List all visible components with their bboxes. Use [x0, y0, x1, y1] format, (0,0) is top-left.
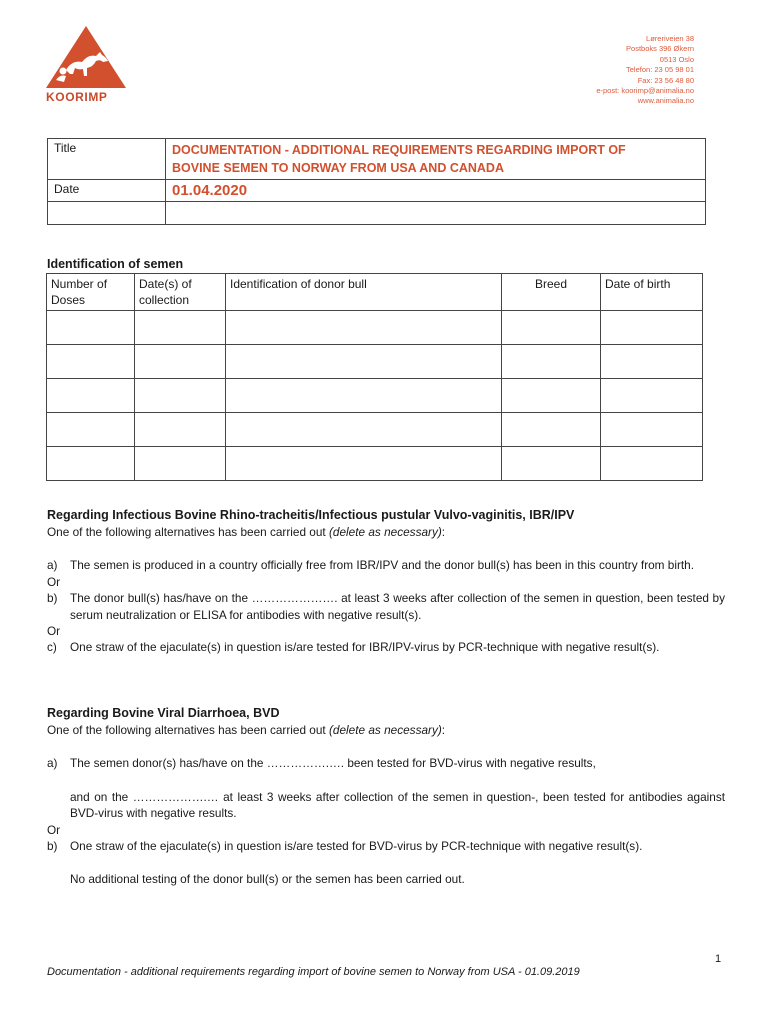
table-cell[interactable] — [226, 379, 502, 413]
empty-cell[interactable] — [48, 202, 166, 225]
table-cell[interactable] — [502, 311, 601, 345]
table-cell[interactable] — [135, 447, 226, 481]
table-cell[interactable] — [47, 311, 135, 345]
note-text: No additional testing of the donor bull(s) or the semen has been carried out. — [70, 872, 465, 887]
or-label: Or — [47, 574, 61, 589]
table-cell[interactable] — [135, 345, 226, 379]
document-title — [166, 139, 706, 180]
address-line: Postboks 396 Økern — [626, 44, 694, 54]
column-header — [135, 274, 226, 311]
empty-cell[interactable] — [166, 202, 706, 225]
table-cell[interactable] — [226, 311, 502, 345]
page-number: 1 — [715, 953, 722, 965]
intro-end: : — [441, 525, 446, 539]
table-cell[interactable] — [135, 311, 226, 345]
option-key: a) — [47, 558, 58, 573]
option-key: a) — [47, 756, 58, 771]
table-cell[interactable] — [47, 379, 135, 413]
address-line: Løreriveien 38 — [646, 34, 694, 43]
column-header: Breed — [502, 274, 601, 311]
address-line: Telefon: 23 05 98 01 — [626, 65, 694, 75]
bvd-section — [47, 722, 725, 888]
option-key: c) — [47, 640, 57, 655]
address-line: Fax: 23 56 48 80 — [637, 75, 694, 85]
table-cell[interactable] — [502, 413, 601, 447]
ibr-heading: Regarding Infectious Bovine Rhino-tracheitis/Infectious pustular Vulvo-vaginitis, IBR/IPV — [47, 508, 575, 522]
logo-text: KOORIMP — [46, 90, 108, 104]
address-line: e-post: koorimp@animalia.no — [596, 86, 694, 96]
header-text: Date(s) of — [139, 277, 192, 291]
footer-text: Documentation - additional requirements regarding import of bovine semen to Norway from USA - 01.09.2019 — [47, 966, 580, 978]
address-block — [596, 34, 694, 107]
option-text: The semen donor(s) has/have on the …………….…. been tested for BVD-virus with negative results, — [70, 756, 596, 771]
table-cell[interactable] — [502, 447, 601, 481]
logo — [44, 24, 128, 104]
option-key: b) — [47, 591, 58, 606]
address-line: www.animalia.no — [637, 96, 694, 106]
intro-italic: (delete as necessary) — [329, 525, 442, 539]
intro-italic: (delete as necessary) — [329, 723, 442, 737]
title-line: DOCUMENTATION - ADDITIONAL REQUIREMENTS REGARDING IMPORT OF — [172, 143, 626, 157]
address-line: 0513 Oslo — [659, 54, 694, 64]
option-text: One straw of the ejaculate(s) in question is/are tested for BVD-virus by PCR-technique with negative result(s). — [70, 839, 643, 854]
date-label: Date — [48, 180, 166, 202]
document-date: 01.04.2020 — [166, 180, 706, 202]
header-text: collection — [139, 293, 190, 307]
table-cell[interactable] — [601, 447, 703, 481]
ibr-option-c — [47, 639, 725, 655]
ibr-option-a — [47, 557, 725, 573]
ibr-option-b — [47, 590, 725, 623]
table-cell[interactable] — [47, 447, 135, 481]
table-cell[interactable] — [601, 311, 703, 345]
table-cell[interactable] — [47, 413, 135, 447]
ibr-section — [47, 524, 725, 656]
table-cell[interactable] — [601, 379, 703, 413]
column-header: Date of birth — [601, 274, 703, 311]
bvd-option-b — [47, 838, 725, 854]
semen-identification-table — [46, 273, 703, 481]
table-cell[interactable] — [502, 379, 601, 413]
table-cell[interactable] — [601, 413, 703, 447]
option-text: The semen is produced in a country officially free from IBR/IPV and the donor bull(s) has been in this country from birth. — [70, 558, 695, 573]
header-text: Number of — [51, 277, 108, 291]
column-header — [47, 274, 135, 311]
bvd-option-a-cont — [47, 789, 725, 822]
table-cell[interactable] — [502, 345, 601, 379]
option-key: b) — [47, 839, 58, 854]
identification-heading: Identification of semen — [47, 257, 184, 271]
title-label: Title — [48, 139, 166, 180]
title-line: BOVINE SEMEN TO NORWAY FROM USA AND CANADA — [172, 161, 504, 175]
bvd-intro — [47, 722, 725, 738]
document-info-table — [47, 138, 706, 225]
intro-text: One of the following alternatives has been carried out — [47, 723, 326, 737]
or-label: Or — [47, 822, 61, 837]
header-text: Doses — [51, 293, 86, 307]
table-cell[interactable] — [226, 413, 502, 447]
bvd-note — [47, 871, 725, 887]
table-cell[interactable] — [47, 345, 135, 379]
ibr-intro — [47, 524, 725, 540]
option-text: One straw of the ejaculate(s) in question is/are tested for IBR/IPV-virus by PCR-technique with negative result(s). — [70, 640, 660, 655]
intro-text: One of the following alternatives has been carried out — [47, 525, 326, 539]
option-text: The donor bull(s) has/have on the …………………. at least 3 weeks after collection of the semen in question, been tested by serum neutralization or ELISA for antibodies with negative result(s). — [70, 591, 725, 622]
table-cell[interactable] — [601, 345, 703, 379]
or-label: Or — [47, 624, 61, 639]
table-cell[interactable] — [226, 345, 502, 379]
bvd-option-a — [47, 755, 725, 771]
table-cell[interactable] — [226, 447, 502, 481]
column-header: Identification of donor bull — [226, 274, 502, 311]
table-cell[interactable] — [135, 413, 226, 447]
intro-end: : — [441, 723, 446, 737]
option-text: and on the ……………….… at least 3 weeks after collection of the semen in question-, been tested for antibodies against BVD-virus with negative results. — [70, 789, 725, 821]
table-cell[interactable] — [135, 379, 226, 413]
koorimp-logo-icon — [44, 24, 128, 90]
bvd-heading: Regarding Bovine Viral Diarrhoea, BVD — [47, 706, 280, 720]
